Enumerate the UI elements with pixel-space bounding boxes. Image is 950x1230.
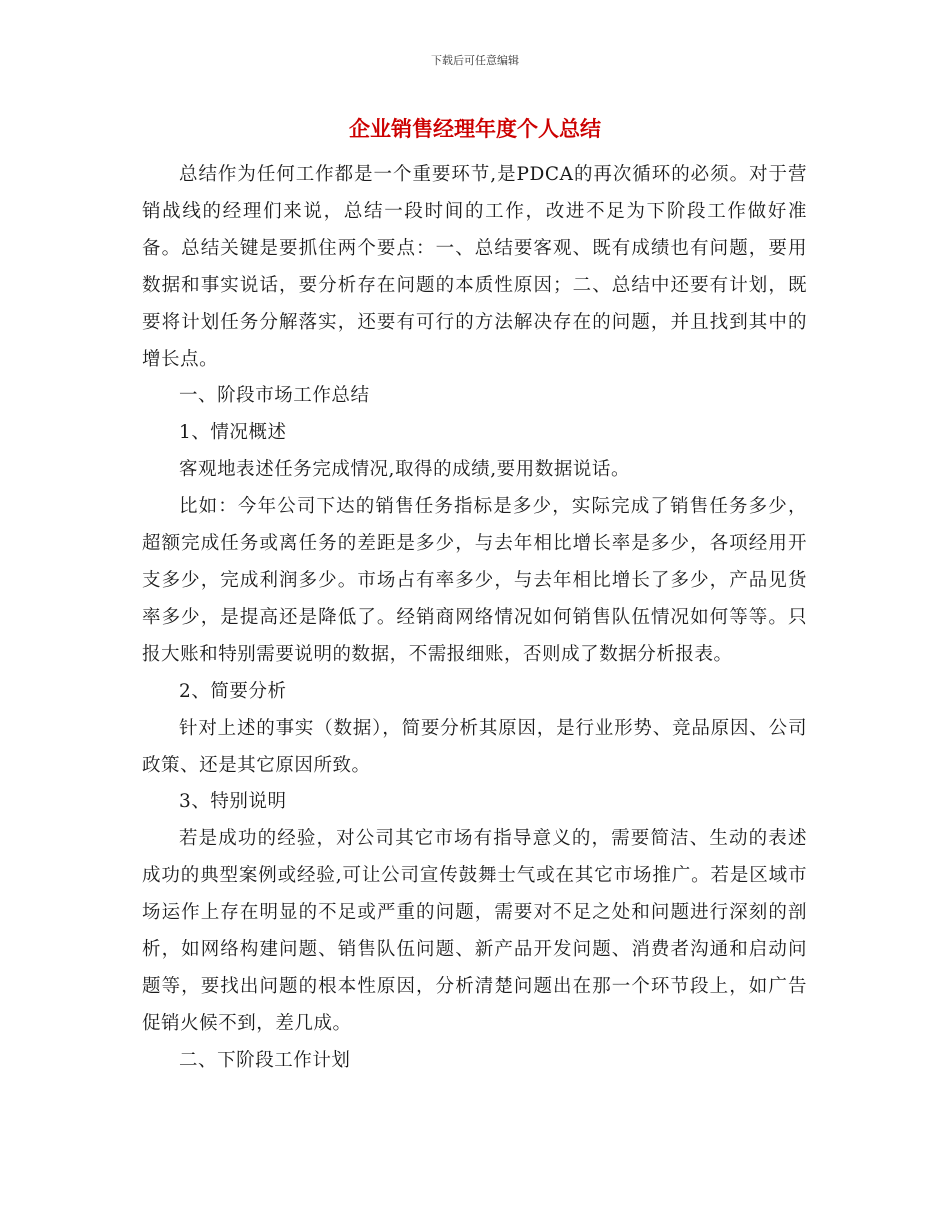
- heading-section-1: 一、阶段市场工作总结: [179, 385, 370, 407]
- heading-analysis: 2、简要分析: [179, 680, 287, 702]
- paragraph-analysis: 针对上述的事实（数据），简要分析其原因，是行业形势、竞品原因、公司政策、还是其它原因所致。: [142, 717, 807, 776]
- document-body: [142, 157, 807, 1080]
- paragraph-example: 比如：今年公司下达的销售任务指标是多少，实际完成了销售任务多少，超额完成任务或离任务的差距是多少，与去年相比增长率是多少，各项经用开支多少，完成利润多少。市场占有率多少，与去年相比增长了多少，产品见货率多少，是提高还是降低了。经销商网络情况如何销售队伍情况如何等等。只报大账和特别需要说明的数据，不需报细账，否则成了数据分析报表。: [142, 496, 807, 665]
- paragraph-intro: 总结作为任何工作都是一个重要环节,是PDCA的再次循环的必须。对于营销战线的经理们来说，总结一段时间的工作，改进不足为下阶段工作做好准备。总结关键是要抓住两个要点：一、总结要客观、既有成绩也有问题，要用数据和事实说话，要分析存在问题的本质性原因；二、总结中还要有计划，既要将计划任务分解落实，还要有可行的方法解决存在的问题，并且找到其中的增长点。: [142, 164, 807, 370]
- paragraph-overview: 客观地表述任务完成情况,取得的成绩,要用数据说话。: [179, 459, 631, 481]
- heading-overview: 1、情况概述: [179, 422, 287, 444]
- document-title: 企业销售经理年度个人总结: [349, 117, 601, 141]
- heading-section-2: 二、下阶段工作计划: [179, 1049, 351, 1071]
- heading-special-notes: 3、特别说明: [179, 791, 287, 813]
- page-header-note: 下载后可任意编辑: [431, 54, 519, 67]
- paragraph-special-notes: 若是成功的经验，对公司其它市场有指导意义的，需要简洁、生动的表述成功的典型案例或经验,可让公司宣传鼓舞士气或在其它市场推广。若是区域市场运作上存在明显的不足或严重的问题，需要对不足之处和问题进行深刻的剖析，如网络构建问题、销售队伍问题、新产品开发问题、消费者沟通和启动问题等，要找出问题的根本性原因，分析清楚问题出在那一个环节段上，如广告促销火候不到，差几成。: [142, 828, 807, 1034]
